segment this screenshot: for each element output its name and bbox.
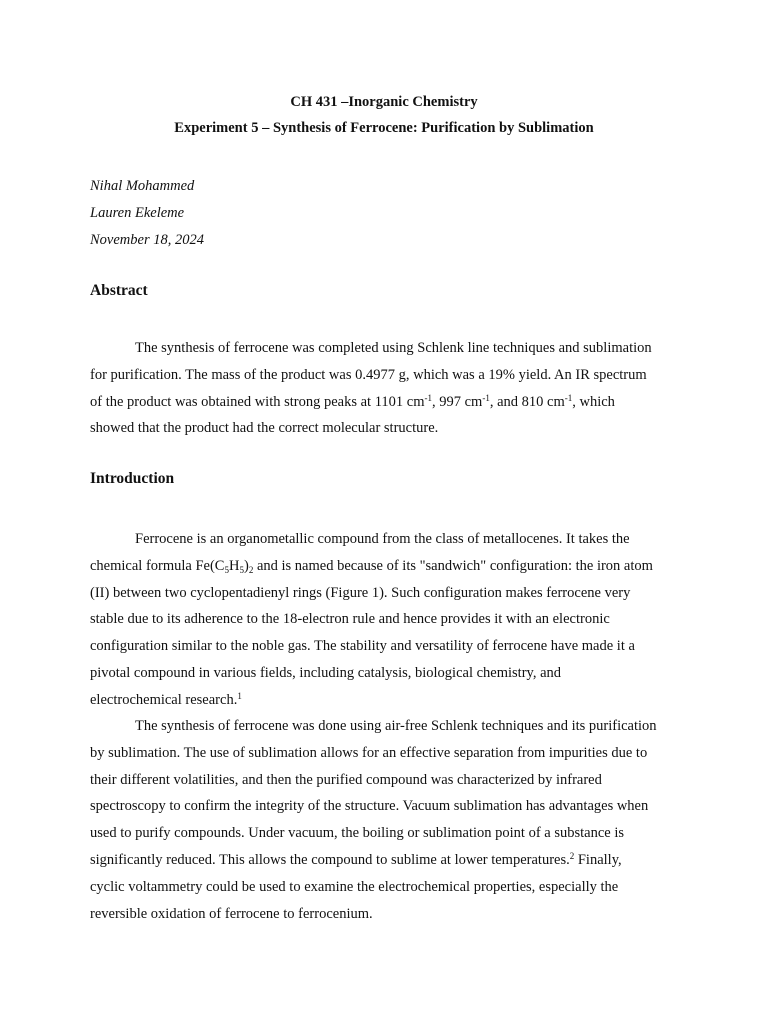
author-name: Lauren Ekeleme bbox=[90, 205, 185, 221]
text-line: electrochemical research.$^1$ bbox=[90, 690, 242, 708]
text-line: their different volatilities, and then the purified compound was characterized by infrared bbox=[90, 771, 602, 788]
text-line: cyclic voltammetry could be used to examine the electrochemical properties, especially the bbox=[90, 878, 619, 895]
report-date: November 18, 2024 bbox=[90, 232, 204, 248]
text-line: used to purify compounds. Under vacuum, the boiling or sublimation point of a substance is bbox=[90, 825, 625, 842]
introduction-paragraph-2 bbox=[90, 713, 680, 927]
abstract-paragraph bbox=[90, 335, 680, 442]
text-line: chemical formula $Fe(C_5H_5)_2$ and is named because of its "sandwich" configuration: the iron atom bbox=[90, 557, 653, 575]
author-block bbox=[90, 173, 204, 254]
text-line: configuration similar to the noble gas. The stability and versatility of ferrocene have made it a bbox=[90, 638, 635, 655]
text-line: pivotal compound in various fields, including catalysis, biological chemistry, and bbox=[90, 664, 562, 681]
text-line: The synthesis of ferrocene was completed using Schlenk line techniques and sublimation bbox=[135, 340, 652, 356]
introduction-paragraph-1 bbox=[90, 526, 680, 714]
text-line: stable due to its adherence to the 18-electron rule and hence provides it with an electronic bbox=[90, 611, 610, 628]
course-title: CH 431 –Inorganic Chemistry bbox=[290, 94, 478, 110]
text-line: significantly reduced. This allows the compound to sublime at lower temperatures.$^2$ Finally, bbox=[90, 850, 622, 868]
text-line: Ferrocene is an organometallic compound from the class of metallocenes. It takes the bbox=[135, 531, 630, 547]
experiment-title: Experiment 5 – Synthesis of Ferrocene: Purification by Sublimation bbox=[174, 120, 594, 136]
text-line: showed that the product had the correct molecular structure. bbox=[90, 420, 439, 437]
introduction-heading: Introduction bbox=[90, 470, 175, 487]
abstract-heading: Abstract bbox=[90, 282, 148, 299]
text-line: by sublimation. The use of sublimation allows for an effective separation from impurities due to bbox=[90, 744, 648, 761]
text-line: (II) between two cyclopentadienyl rings (Figure 1). Such configuration makes ferrocene very bbox=[90, 584, 631, 601]
text-line: reversible oxidation of ferrocene to ferrocenium. bbox=[90, 905, 373, 922]
author-name: Nihal Mohammed bbox=[90, 178, 195, 194]
text-line: of the product was obtained with strong peaks at 1101 $cm^{-1}$, 997 $cm^{-1}$, and 810 $cm^{-1}$, which bbox=[90, 392, 615, 410]
text-line: The synthesis of ferrocene was done using air-free Schlenk techniques and its purification bbox=[135, 718, 657, 734]
text-line: spectroscopy to confirm the integrity of the structure. Vacuum sublimation has advantages when bbox=[90, 798, 649, 815]
text-line: for purification. The mass of the product was 0.4977 g, which was a 19% yield. An IR spectrum bbox=[90, 366, 647, 383]
